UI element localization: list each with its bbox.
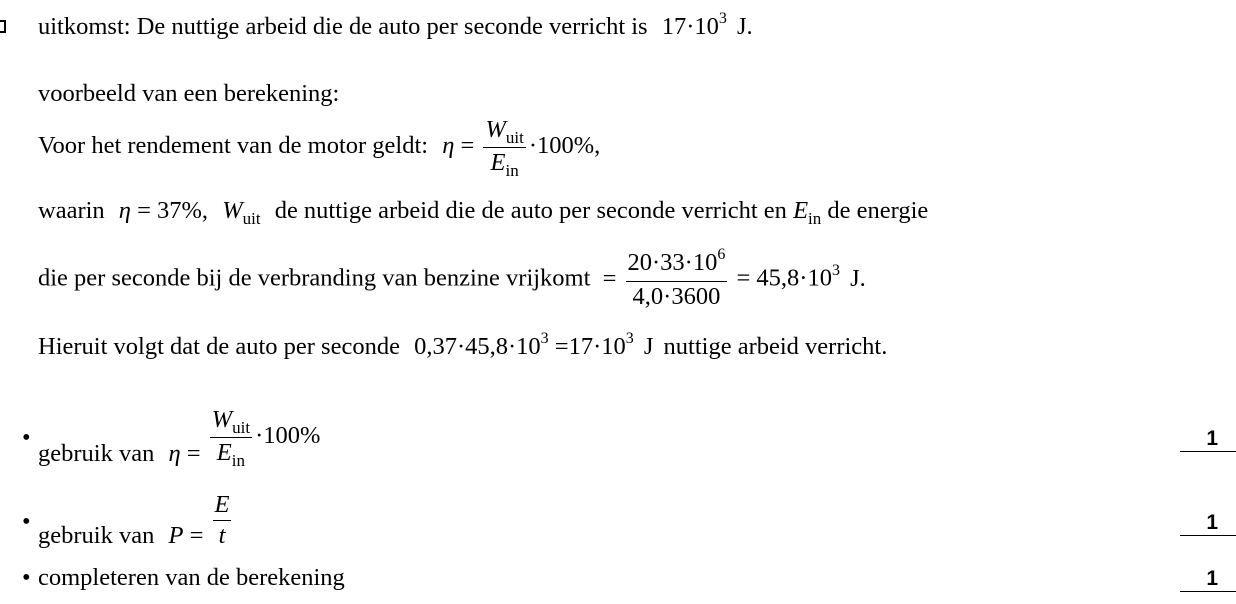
verbranding-fraction: $\frac{20\cdot 33\cdot 10^6}{4,0\cdot 3600}$ xyxy=(627,246,726,310)
example-heading: voorbeeld van een berekening: xyxy=(38,80,340,107)
verbranding-line: die per seconde bij de verbranding van benzine vrijkomt = $\frac{20\cdot 33\cdot 10^6}{4,0\cdot 3600}$ = $45,8\cdot 10^3$ J. xyxy=(38,246,866,310)
score-3: 1 xyxy=(1180,566,1236,592)
criterion-2-fraction: $\frac{E}{t}$ xyxy=(214,491,230,549)
rendement-line: Voor het rendement van de motor geldt: η = $\frac{W_{uit}}{E_{in}}$ ·100%, xyxy=(38,116,601,180)
uitkomst-line: uitkomst: De nuttige arbeid die de auto per seconde verricht is $17\cdot 10^3$ J. xyxy=(38,10,753,40)
score-2: 1 xyxy=(1180,510,1236,536)
rendement-fraction: $\frac{W_{uit}}{E_{in}}$ xyxy=(485,116,524,180)
criterion-bullet: • xyxy=(22,564,31,591)
criterion-1-fraction: $\frac{W_{uit}}{E_{in}}$ xyxy=(211,406,251,470)
checkbox-marker xyxy=(0,20,6,33)
score-1: 1 xyxy=(1180,426,1236,452)
criterion-bullet: • xyxy=(22,424,31,451)
criterion-2: gebruik van P = $\frac{E}{t}$ xyxy=(38,491,230,550)
criterion-bullet: • xyxy=(22,508,31,535)
criterion-3: completeren van de berekening xyxy=(38,564,345,591)
hieruit-line: Hieruit volgt dat de auto per seconde $0,37\cdot 45,8\cdot 10^3 =17\cdot 10^3$ J nuttige arbeid verricht. xyxy=(38,330,888,360)
criterion-1: gebruik van η = $\frac{W_{uit}}{E_{in}}$ ·100% xyxy=(38,406,321,470)
waarin-line: waarin η = 37%, $W_{uit}$ de nuttige arbeid die de auto per seconde verricht en $E_{in}$ de energie xyxy=(38,197,929,228)
